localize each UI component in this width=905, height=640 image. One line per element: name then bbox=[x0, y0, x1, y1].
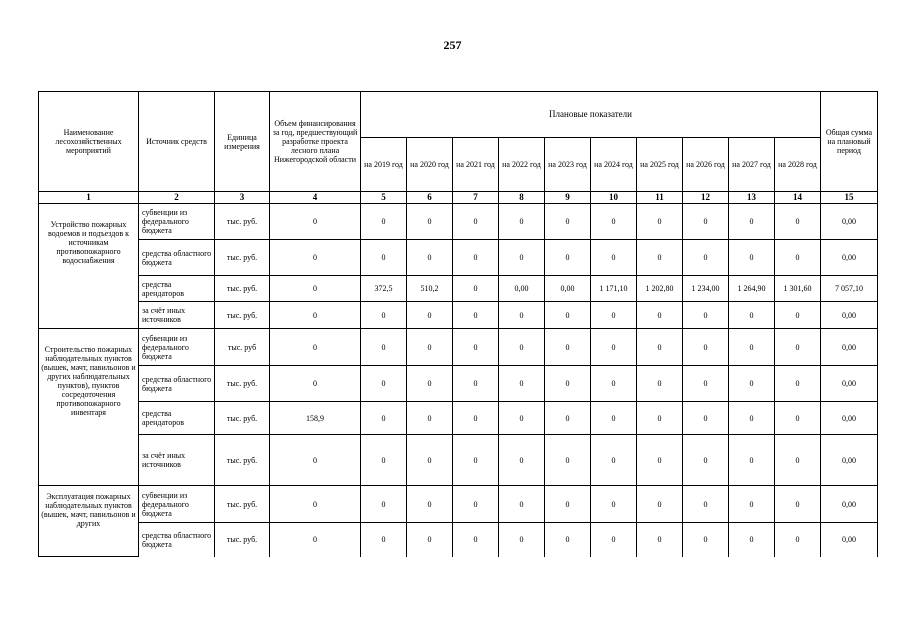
total-cell: 0,00 bbox=[821, 204, 878, 240]
year-value-cell: 0 bbox=[453, 435, 499, 486]
col-number: 9 bbox=[545, 192, 591, 204]
source-cell: средства областного бюджета bbox=[139, 240, 215, 276]
year-value-cell: 0 bbox=[453, 402, 499, 435]
header-year: на 2026 год bbox=[683, 138, 729, 192]
prior-funding-cell: 0 bbox=[270, 486, 361, 523]
year-value-cell: 0 bbox=[637, 435, 683, 486]
table-body bbox=[39, 204, 878, 557]
year-value-cell: 0 bbox=[361, 240, 407, 276]
header-prior-funding: Объем финансирования за год, предшествующий разработке проекта лесного плана Нижегородской области bbox=[270, 92, 361, 192]
year-value-cell: 0 bbox=[637, 204, 683, 240]
year-value-cell: 0 bbox=[499, 486, 545, 523]
year-value-cell: 0,00 bbox=[545, 276, 591, 302]
year-value-cell: 0 bbox=[545, 486, 591, 523]
table-row bbox=[39, 240, 878, 276]
header-year: на 2022 год bbox=[499, 138, 545, 192]
table-row bbox=[39, 302, 878, 329]
year-value-cell: 0 bbox=[775, 302, 821, 329]
year-value-cell: 0 bbox=[499, 329, 545, 366]
activity-cell: Эксплуатация пожарных наблюдательных пунктов (вышек, мачт, павильонов и других bbox=[39, 486, 139, 557]
source-cell: субвенции из федерального бюджета bbox=[139, 486, 215, 523]
header-year: на 2023 год bbox=[545, 138, 591, 192]
unit-cell: тыс. руб. bbox=[215, 240, 270, 276]
table-row bbox=[39, 402, 878, 435]
header-total: Общая сумма на плановый период bbox=[821, 92, 878, 192]
year-value-cell: 0 bbox=[775, 204, 821, 240]
year-value-cell: 510,2 bbox=[407, 276, 453, 302]
year-value-cell: 0 bbox=[729, 302, 775, 329]
year-value-cell: 0 bbox=[775, 435, 821, 486]
year-value-cell: 0 bbox=[775, 366, 821, 402]
year-value-cell: 0 bbox=[545, 366, 591, 402]
year-value-cell: 0 bbox=[637, 523, 683, 557]
col-number: 2 bbox=[139, 192, 215, 204]
col-number: 4 bbox=[270, 192, 361, 204]
col-number: 7 bbox=[453, 192, 499, 204]
year-value-cell: 0 bbox=[591, 486, 637, 523]
prior-funding-cell: 0 bbox=[270, 329, 361, 366]
financing-table bbox=[38, 91, 878, 557]
total-cell: 0,00 bbox=[821, 302, 878, 329]
year-value-cell: 0 bbox=[407, 402, 453, 435]
year-value-cell: 0 bbox=[591, 204, 637, 240]
year-value-cell: 0 bbox=[545, 329, 591, 366]
year-value-cell: 0 bbox=[729, 435, 775, 486]
header-source: Источник средств bbox=[139, 92, 215, 192]
table-row bbox=[39, 276, 878, 302]
col-number: 6 bbox=[407, 192, 453, 204]
activity-cell: Устройство пожарных водоемов и подъездов к источникам противопожарного водоснабжения bbox=[39, 204, 139, 329]
total-cell: 0,00 bbox=[821, 523, 878, 557]
year-value-cell: 0 bbox=[637, 366, 683, 402]
unit-cell: тыс. руб. bbox=[215, 523, 270, 557]
header-unit: Единица измерения bbox=[215, 92, 270, 192]
year-value-cell: 0 bbox=[407, 302, 453, 329]
unit-cell: тыс. руб. bbox=[215, 435, 270, 486]
year-value-cell: 0 bbox=[591, 435, 637, 486]
unit-cell: тыс. руб. bbox=[215, 402, 270, 435]
header-plan: Плановые показатели bbox=[361, 92, 821, 138]
prior-funding-cell: 0 bbox=[270, 276, 361, 302]
col-number: 12 bbox=[683, 192, 729, 204]
year-value-cell: 0 bbox=[775, 402, 821, 435]
year-value-cell: 0 bbox=[729, 240, 775, 276]
year-value-cell: 0,00 bbox=[499, 276, 545, 302]
col-number: 13 bbox=[729, 192, 775, 204]
prior-funding-cell: 0 bbox=[270, 523, 361, 557]
year-value-cell: 0 bbox=[591, 302, 637, 329]
col-number: 15 bbox=[821, 192, 878, 204]
col-number: 8 bbox=[499, 192, 545, 204]
year-value-cell: 0 bbox=[729, 366, 775, 402]
header-year: на 2028 год bbox=[775, 138, 821, 192]
col-number: 3 bbox=[215, 192, 270, 204]
source-cell: средства арендаторов bbox=[139, 402, 215, 435]
unit-cell: тыс. руб. bbox=[215, 204, 270, 240]
year-value-cell: 0 bbox=[591, 523, 637, 557]
year-value-cell: 0 bbox=[729, 486, 775, 523]
year-value-cell: 1 264,90 bbox=[729, 276, 775, 302]
year-value-cell: 0 bbox=[407, 329, 453, 366]
header-year: на 2025 год bbox=[637, 138, 683, 192]
year-value-cell: 0 bbox=[361, 435, 407, 486]
table-row bbox=[39, 523, 878, 557]
source-cell: средства областного бюджета bbox=[139, 523, 215, 557]
unit-cell: тыс. руб. bbox=[215, 366, 270, 402]
year-value-cell: 0 bbox=[683, 523, 729, 557]
year-value-cell: 0 bbox=[591, 402, 637, 435]
total-cell: 7 057,10 bbox=[821, 276, 878, 302]
year-value-cell: 0 bbox=[499, 366, 545, 402]
year-value-cell: 0 bbox=[407, 523, 453, 557]
year-value-cell: 0 bbox=[545, 435, 591, 486]
col-number: 1 bbox=[39, 192, 139, 204]
year-value-cell: 0 bbox=[683, 366, 729, 402]
header-year: на 2027 год bbox=[729, 138, 775, 192]
table-row bbox=[39, 435, 878, 486]
year-value-cell: 0 bbox=[729, 204, 775, 240]
year-value-cell: 0 bbox=[453, 486, 499, 523]
source-cell: средства областного бюджета bbox=[139, 366, 215, 402]
unit-cell: тыс. руб. bbox=[215, 276, 270, 302]
table-row bbox=[39, 366, 878, 402]
table-row bbox=[39, 204, 878, 240]
year-value-cell: 0 bbox=[361, 402, 407, 435]
year-value-cell: 0 bbox=[683, 240, 729, 276]
source-cell: средства арендаторов bbox=[139, 276, 215, 302]
total-cell: 0,00 bbox=[821, 402, 878, 435]
year-value-cell: 0 bbox=[407, 486, 453, 523]
year-value-cell: 0 bbox=[545, 523, 591, 557]
year-value-cell: 0 bbox=[637, 329, 683, 366]
year-value-cell: 0 bbox=[499, 240, 545, 276]
year-value-cell: 0 bbox=[683, 329, 729, 366]
year-value-cell: 0 bbox=[775, 329, 821, 366]
year-value-cell: 0 bbox=[453, 366, 499, 402]
year-value-cell: 0 bbox=[361, 486, 407, 523]
year-value-cell: 0 bbox=[453, 276, 499, 302]
year-value-cell: 0 bbox=[775, 486, 821, 523]
year-value-cell: 372,5 bbox=[361, 276, 407, 302]
table-row bbox=[39, 329, 878, 366]
year-value-cell: 0 bbox=[545, 302, 591, 329]
total-cell: 0,00 bbox=[821, 329, 878, 366]
year-value-cell: 0 bbox=[545, 240, 591, 276]
year-value-cell: 0 bbox=[637, 402, 683, 435]
header-year: на 2019 год bbox=[361, 138, 407, 192]
header-year: на 2024 год bbox=[591, 138, 637, 192]
year-value-cell: 0 bbox=[683, 302, 729, 329]
year-value-cell: 0 bbox=[453, 329, 499, 366]
header-activity: Наименование лесохозяйственных мероприятий bbox=[39, 92, 139, 192]
year-value-cell: 0 bbox=[361, 302, 407, 329]
year-value-cell: 0 bbox=[683, 435, 729, 486]
table-row bbox=[39, 486, 878, 523]
activity-cell: Строительство пожарных наблюдательных пунктов (вышек, мачт, павильонов и других наблюдательных пунктов), пунктов сосредоточения противопожарного инвентаря bbox=[39, 329, 139, 486]
unit-cell: тыс. руб. bbox=[215, 302, 270, 329]
source-cell: за счёт иных источников bbox=[139, 302, 215, 329]
year-value-cell: 0 bbox=[499, 523, 545, 557]
year-value-cell: 0 bbox=[407, 435, 453, 486]
year-value-cell: 1 171,10 bbox=[591, 276, 637, 302]
source-cell: за счёт иных источников bbox=[139, 435, 215, 486]
source-cell: субвенции из федерального бюджета bbox=[139, 329, 215, 366]
year-value-cell: 0 bbox=[407, 204, 453, 240]
year-value-cell: 0 bbox=[729, 402, 775, 435]
col-number: 5 bbox=[361, 192, 407, 204]
year-value-cell: 1 301,60 bbox=[775, 276, 821, 302]
header-year: на 2020 год bbox=[407, 138, 453, 192]
year-value-cell: 0 bbox=[545, 402, 591, 435]
year-value-cell: 0 bbox=[453, 302, 499, 329]
year-value-cell: 1 202,80 bbox=[637, 276, 683, 302]
unit-cell: тыс. руб. bbox=[215, 486, 270, 523]
total-cell: 0,00 bbox=[821, 435, 878, 486]
year-value-cell: 0 bbox=[591, 240, 637, 276]
year-value-cell: 0 bbox=[453, 240, 499, 276]
year-value-cell: 0 bbox=[637, 240, 683, 276]
year-value-cell: 0 bbox=[361, 329, 407, 366]
year-value-cell: 0 bbox=[591, 366, 637, 402]
year-value-cell: 0 bbox=[729, 329, 775, 366]
year-value-cell: 0 bbox=[407, 366, 453, 402]
year-value-cell: 0 bbox=[775, 240, 821, 276]
prior-funding-cell: 158,9 bbox=[270, 402, 361, 435]
year-value-cell: 0 bbox=[361, 366, 407, 402]
year-value-cell: 0 bbox=[729, 523, 775, 557]
col-number: 10 bbox=[591, 192, 637, 204]
year-value-cell: 0 bbox=[453, 204, 499, 240]
year-value-cell: 0 bbox=[361, 204, 407, 240]
year-value-cell: 0 bbox=[453, 523, 499, 557]
year-value-cell: 0 bbox=[361, 523, 407, 557]
prior-funding-cell: 0 bbox=[270, 302, 361, 329]
year-value-cell: 0 bbox=[499, 435, 545, 486]
year-value-cell: 0 bbox=[499, 302, 545, 329]
year-value-cell: 1 234,00 bbox=[683, 276, 729, 302]
year-value-cell: 0 bbox=[683, 402, 729, 435]
source-cell: субвенции из федерального бюджета bbox=[139, 204, 215, 240]
year-value-cell: 0 bbox=[545, 204, 591, 240]
year-value-cell: 0 bbox=[637, 302, 683, 329]
col-number: 11 bbox=[637, 192, 683, 204]
year-value-cell: 0 bbox=[407, 240, 453, 276]
total-cell: 0,00 bbox=[821, 366, 878, 402]
col-number: 14 bbox=[775, 192, 821, 204]
year-value-cell: 0 bbox=[683, 204, 729, 240]
prior-funding-cell: 0 bbox=[270, 435, 361, 486]
prior-funding-cell: 0 bbox=[270, 204, 361, 240]
total-cell: 0,00 bbox=[821, 486, 878, 523]
year-value-cell: 0 bbox=[683, 486, 729, 523]
header-year: на 2021 год bbox=[453, 138, 499, 192]
unit-cell: тыс. руб bbox=[215, 329, 270, 366]
prior-funding-cell: 0 bbox=[270, 240, 361, 276]
total-cell: 0,00 bbox=[821, 240, 878, 276]
year-value-cell: 0 bbox=[499, 402, 545, 435]
year-value-cell: 0 bbox=[499, 204, 545, 240]
year-value-cell: 0 bbox=[637, 486, 683, 523]
year-value-cell: 0 bbox=[591, 329, 637, 366]
page-number: 257 bbox=[443, 38, 462, 52]
prior-funding-cell: 0 bbox=[270, 366, 361, 402]
year-value-cell: 0 bbox=[775, 523, 821, 557]
